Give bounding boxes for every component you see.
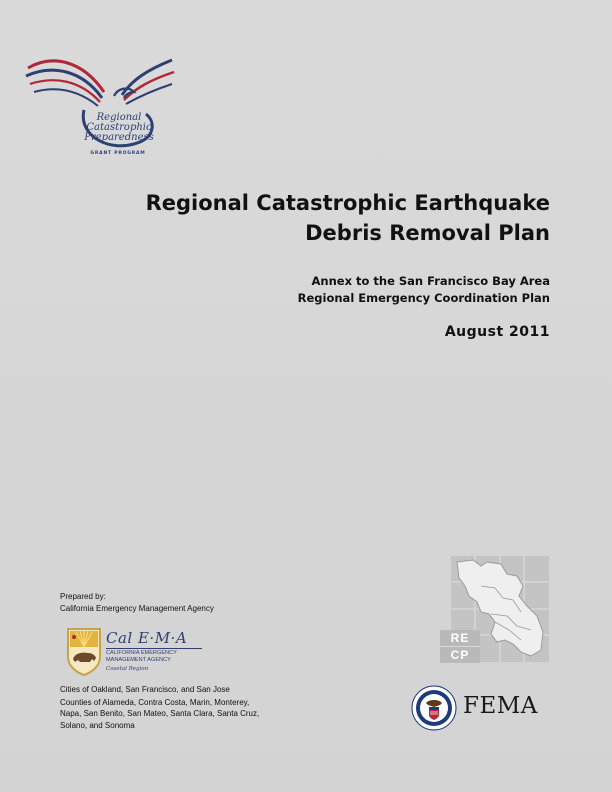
calema-logo: [66, 627, 206, 681]
document-title: [70, 188, 550, 248]
fema-logo: [411, 685, 561, 731]
logo-line2: Catastrophic: [86, 122, 152, 133]
prepared-label: Prepared by:: [60, 592, 106, 601]
calema-divider: [106, 648, 202, 649]
logo-subtitle: GRANT PROGRAM: [90, 151, 146, 156]
subtitle-line1: Annex to the San Francisco Bay Area: [311, 274, 550, 288]
prepared-agency: California Emergency Management Agency: [60, 604, 214, 613]
recp-logo: [451, 556, 549, 662]
rcp-logo: [22, 40, 182, 156]
cities-line2: Counties of Alameda, Contra Costa, Marin, Monterey,: [60, 697, 250, 707]
recp-row2: CP: [440, 646, 480, 663]
recp-badge: [440, 630, 480, 663]
recp-row1: RE: [450, 631, 470, 645]
title-line2: Debris Removal Plan: [305, 221, 550, 245]
document-subtitle: [150, 273, 550, 307]
title-line1: Regional Catastrophic Earthquake: [145, 191, 550, 215]
cities-line4: Solano, and Sonoma: [60, 720, 135, 730]
prepared-by: [60, 591, 320, 615]
participating-jurisdictions: [60, 684, 300, 731]
cities-line1: Cities of Oakland, San Francisco, and San Jose: [60, 685, 230, 694]
document-date: August 2011: [444, 324, 550, 340]
calema-name: Cal E·M·A: [106, 629, 188, 647]
logo-line1: Regional: [96, 112, 142, 123]
subtitle-line2: Regional Emergency Coordination Plan: [297, 291, 550, 305]
cities-line3: Napa, San Benito, San Mateo, Santa Clara, Santa Cruz,: [60, 709, 260, 719]
calema-full-line2: MANAGEMENT AGENCY: [106, 657, 171, 663]
bear-shield-icon: [66, 627, 102, 677]
calema-full-line1: CALIFORNIA EMERGENCY: [106, 650, 177, 656]
fema-wordmark: FEMA: [463, 693, 538, 719]
calema-region: Coastal Region: [106, 666, 149, 672]
logo-line3: Preparedness: [84, 132, 154, 143]
dhs-seal-icon: [411, 685, 457, 731]
